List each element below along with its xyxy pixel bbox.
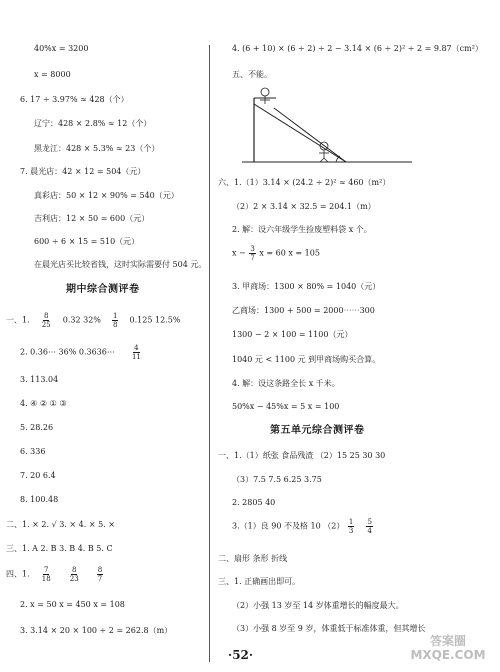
watermark-logo: 答案圈 MXQE.COM — [410, 634, 486, 662]
answer-line: （3）7.5 7.5 6.25 3.75 — [232, 475, 322, 484]
answer-line: 吉利店：12 × 50 = 600（元） — [34, 214, 150, 223]
answer-line: 7. 晨光店：42 × 12 = 504（元） — [20, 167, 146, 176]
fraction: $\frac{1}{3}$ — [348, 518, 354, 535]
answer-line: 黑龙江：428 × 5.3% ≈ 23（个） — [34, 144, 160, 153]
geometry-figure — [242, 80, 417, 170]
fraction: $\frac{8}{7}$ — [97, 566, 103, 583]
answer-line — [232, 245, 320, 262]
answer-line — [20, 344, 143, 361]
answer-text: x − — [232, 248, 246, 258]
answer-line: 一、1.（1）纸张 食品残渣 （2）15 25 30 30 — [218, 451, 386, 460]
answer-line: 40%x = 3200 — [34, 44, 89, 53]
answer-line: （3）小强 8 岁至 9 岁，体重低于标准体重，但其增长 — [232, 624, 426, 633]
answer-line: 2. 解：设六年级学生捡废塑料袋 x 个。 — [232, 225, 372, 234]
fraction: $\frac{3}{7}$ — [250, 245, 255, 262]
answer-text: x = 60 x = 105 — [259, 248, 320, 258]
answer-line: （2）2 × 3.14 × 32.5 = 204.1（m） — [232, 202, 376, 211]
answer-line: 辽宁：428 × 2.8% ≈ 12（个） — [34, 119, 152, 128]
fraction: $\frac{1}{8}$ — [112, 312, 118, 329]
answer-line: 50%x − 45%x = 5 x = 100 — [232, 402, 340, 411]
page-number: ·52· — [228, 648, 254, 662]
answer-text: 3.（1）良 90 不及格 10 （2） — [232, 521, 345, 531]
question-number: 四、1. — [6, 569, 30, 579]
answer-text: 2. 0.36⋯ 36% 0.3636⋯ — [20, 347, 115, 357]
question-number: 一、1. — [6, 315, 30, 325]
answer-line: 8. 100.48 — [20, 495, 59, 504]
answer-line: 三、1. 正确画出即可。 — [218, 577, 301, 586]
answer-line: 600 ÷ 6 × 15 = 510（元） — [34, 237, 140, 246]
answer-line — [6, 312, 180, 329]
fraction: $\frac{4}{11}$ — [131, 344, 141, 361]
answer-line: （2）小强 13 岁至 14 岁体重增长的幅度最大。 — [232, 601, 404, 610]
section-title-midterm: 期中综合测评卷 — [66, 284, 140, 295]
answer-line: 6. 336 — [20, 447, 46, 456]
answer-line: 三、1. A 2. B 3. B 4. B 5. C — [6, 544, 113, 553]
answer-line: 4. ④ ② ① ③ — [20, 399, 67, 408]
answer-line — [6, 566, 104, 583]
section-title-unit5: 第五单元综合测评卷 — [270, 425, 365, 436]
answer-line: 六、1.（1）3.14 × (24.2 ÷ 2)² ≈ 460（m²） — [218, 178, 391, 187]
answer-line: 二、扇形 条形 折线 — [218, 554, 288, 563]
fraction: $\frac{5}{4}$ — [367, 518, 372, 535]
answer-line: 2. x = 50 x = 450 x = 108 — [20, 600, 125, 609]
answer-line: 在晨光店买比较省钱，这时实际需要付 504 元。 — [34, 260, 207, 269]
column-divider — [209, 45, 210, 662]
answer-text: 0.32 32% — [62, 315, 101, 325]
answer-line: 4. (6 + 10) × (6 ÷ 2) ÷ 2 − 3.14 × (6 ÷ 2)² ÷ 2 = 9.87（cm²） — [232, 44, 483, 53]
answer-line: 二、1. × 2. √ 3. × 4. × 5. × — [6, 520, 115, 529]
answer-line: 5. 28.26 — [20, 423, 54, 432]
answer-line: 3. 甲商场：1300 × 80% = 1040（元） — [232, 282, 381, 291]
answer-line: 7. 20 6.4 — [20, 471, 56, 480]
answer-line — [232, 518, 374, 535]
answer-text: 0.125 12.5% — [129, 315, 181, 325]
answer-line: 五、不能。 — [232, 70, 272, 79]
answer-line: 4. 解：设这条路全长 x 千米。 — [232, 379, 340, 388]
answer-line: 1300 − 2 × 100 = 1100（元） — [232, 330, 353, 339]
fraction: $\frac{8}{23}$ — [69, 566, 79, 583]
answer-line: 3. 113.04 — [20, 375, 59, 384]
fraction: $\frac{7}{18}$ — [41, 566, 51, 583]
fraction: $\frac{8}{25}$ — [41, 312, 51, 329]
answer-line: 3. 3.14 × 20 × 100 ÷ 2 = 262.8（m） — [20, 626, 173, 635]
answer-line: 真彩店：50 × 12 × 90% = 540（元） — [34, 191, 179, 200]
answer-line: 2. 2805 40 — [232, 498, 276, 507]
answer-line: 1040 元 < 1100 元 到甲商场购买合算。 — [232, 355, 381, 364]
answer-line: x = 8000 — [34, 70, 71, 79]
answer-line: 乙商场：1300 + 500 = 2000⋯⋯300 — [232, 306, 375, 315]
answer-line: 6. 17 ÷ 3.97% ≈ 428（个） — [20, 95, 129, 104]
